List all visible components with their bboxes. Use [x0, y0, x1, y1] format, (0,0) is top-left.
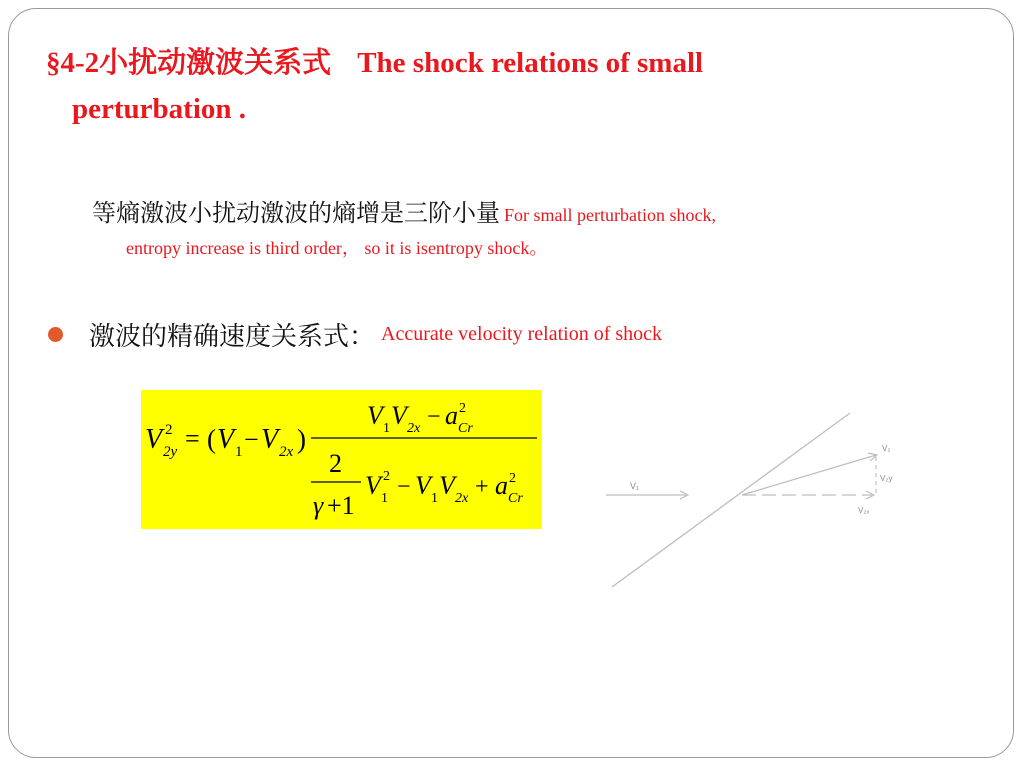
formula-den-v2: V — [439, 471, 455, 500]
formula-num-sub1: 1 — [383, 421, 390, 436]
formula-inner-num: 2 — [329, 449, 342, 478]
isentropic-note — [92, 196, 982, 263]
formula-den-sub1b: 1 — [431, 491, 438, 506]
title-english-line2: perturbation . — [72, 93, 246, 125]
formula-close-paren: ) — [297, 424, 306, 454]
label-v1: V₁ — [630, 481, 640, 491]
formula-num-minus: − — [427, 404, 441, 430]
formula-num-v2: V — [391, 401, 407, 430]
v2-vector — [742, 455, 876, 495]
bullet-dot-icon — [48, 327, 63, 342]
slide-title — [46, 40, 966, 132]
formula-den-a-sup: 2 — [509, 471, 516, 486]
formula-factor-v1: V — [217, 424, 235, 455]
title-section-number: §4-2 — [46, 47, 100, 79]
formula-num-sub2x: 2x — [407, 421, 421, 436]
bullet-english: Accurate velocity relation of shock — [381, 322, 663, 345]
formula-equals: = — [185, 424, 200, 453]
formula-den-v1: V — [365, 471, 381, 500]
formula-den-minus: − — [397, 474, 411, 500]
formula-factor-sub2x: 2x — [279, 444, 294, 460]
formula-lhs-var: V — [145, 424, 163, 455]
title-chinese: 小扰动激波关系式 — [99, 47, 332, 79]
formula-num-v1: V — [367, 401, 383, 430]
bullet-item — [48, 314, 662, 354]
shock-velocity-diagram — [600, 405, 900, 595]
formula-den-a: a — [495, 471, 508, 500]
formula-inner-den-gamma: γ — [313, 491, 324, 520]
formula-lhs-sub: 2y — [163, 444, 178, 460]
note-english-line2: entropy increase is third order， so it is isentropy shock。 — [126, 238, 548, 258]
formula-den-sub1: 1 — [381, 491, 388, 506]
formula-num-a: a — [445, 401, 458, 430]
formula-den-a-sub: Cr — [508, 491, 523, 506]
note-chinese: 等熵激波小扰动激波的熵增是三阶小量 — [92, 199, 500, 227]
formula-factor-sub1: 1 — [235, 444, 243, 460]
formula-num-a-sup: 2 — [459, 401, 466, 416]
velocity-relation-formula — [141, 390, 542, 529]
label-v2x: V₂ₓ — [858, 506, 870, 515]
formula-open-paren: ( — [207, 424, 216, 454]
bullet-chinese: 激波的精确速度关系式： — [89, 321, 376, 352]
formula-factor-minus: − — [244, 425, 259, 454]
formula-den-sub2x: 2x — [455, 491, 469, 506]
shock-line — [612, 413, 850, 587]
formula-den-v1b: V — [415, 471, 431, 500]
formula-inner-den-plus1: +1 — [327, 491, 355, 520]
note-english-line1: For small perturbation shock, — [504, 205, 716, 225]
formula-den-sup2: 2 — [383, 469, 390, 484]
label-v2y: V₂y — [880, 474, 893, 483]
formula-lhs-sup: 2 — [165, 422, 173, 438]
formula-factor-v2: V — [261, 424, 279, 455]
formula-den-plus: + — [475, 474, 489, 500]
formula-num-a-sub: Cr — [458, 421, 473, 436]
title-english-line1: The shock relations of small — [357, 47, 704, 79]
label-v2: V₂ — [882, 444, 891, 453]
